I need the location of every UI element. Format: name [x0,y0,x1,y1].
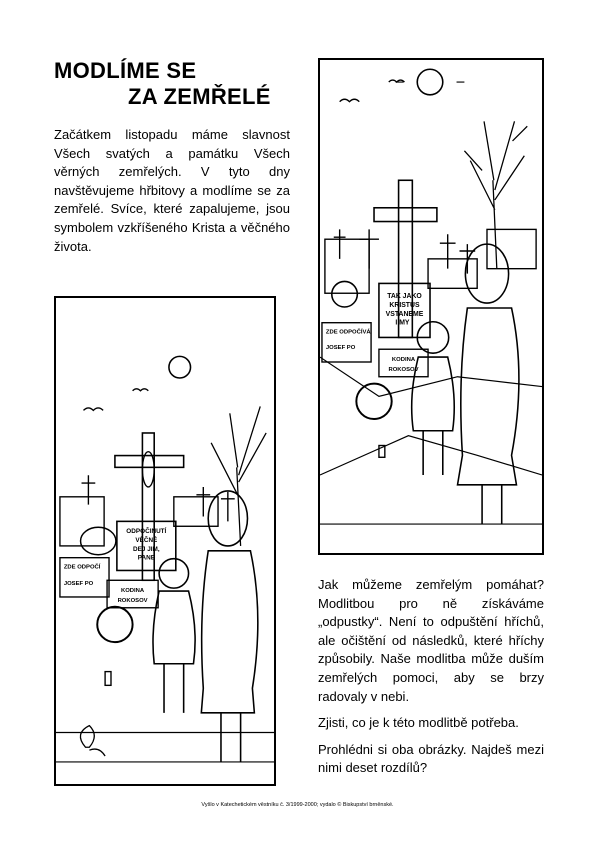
sign-small-right-line2: ROKOSOV [388,366,419,373]
sign-top-right-line1: TAK JAKO [387,293,422,301]
sign-left-right-line1: ZDE ODPOČÍVÁ [325,329,371,336]
title-line-1: MODLÍME SE [54,58,197,83]
footer-credit: Vyšlo v Katechetickém věstníku č. 3/1999-2000; vydalo © Biskupství brněnské. [201,802,394,808]
cemetery-drawing-right [320,60,542,553]
cemetery-drawing-left [56,298,274,784]
sign-left-right-line2: JOSEF PO [325,345,356,352]
page-title [54,58,271,110]
paragraph-2: Zjisti, co je k této modlitbě potřeba. [318,715,519,731]
sign-top-left-line3: DEJ JIM, [133,545,160,553]
paragraph-3: Prohlédni si oba obrázky. Najdeš mezi nimi deset rozdílů? [318,741,544,776]
sign-top-right-line4: I MY ! [395,319,414,327]
intro-paragraph: Začátkem listopadu máme slavnost Všech svatých a památku Všech věrných zemřelých. V tyto dny navštěvujeme hřbitovy a modlíme se za zemřelé. Svíce, které zapalujeme, jsou symbolem vzkříšeného Krista a věčného života. [54,127,290,254]
bottom-text-block [318,576,544,786]
sign-left-left-line2: JOSEF PO [63,581,94,588]
sign-left-left-line1: ZDE ODPOČÍ [63,564,101,571]
title-line-2: ZA ZEMŘELÉ [128,84,271,109]
sign-top-left-line1: ODPOČINUTÍ [126,528,167,536]
sign-top-right-line3: VSTANEME [385,310,424,318]
cemetery-picture-left [54,296,276,786]
sign-top-right-line2: KRISTUS [389,301,420,309]
sign-small-right-line1: KODINA [391,357,416,364]
paragraph-1: Jak můžeme zemřelým pomáhat? Modlitbou pro ně získáváme „odpustky“. Není to odpuštění hříchů, ale očištění od následků, které hříchy způsobily. Naše modlitba může duším zemřelých pomoci, aby se brzy radovaly v nebi. [318,577,544,704]
sign-top-left-line2: VĚČNÉ [135,536,158,544]
sign-small-left-line1: KODINA [121,588,145,595]
sign-small-left-line2: ROKOSOV [117,597,148,604]
sign-top-left-line4: PANE [137,554,155,562]
cemetery-picture-right [318,58,544,555]
